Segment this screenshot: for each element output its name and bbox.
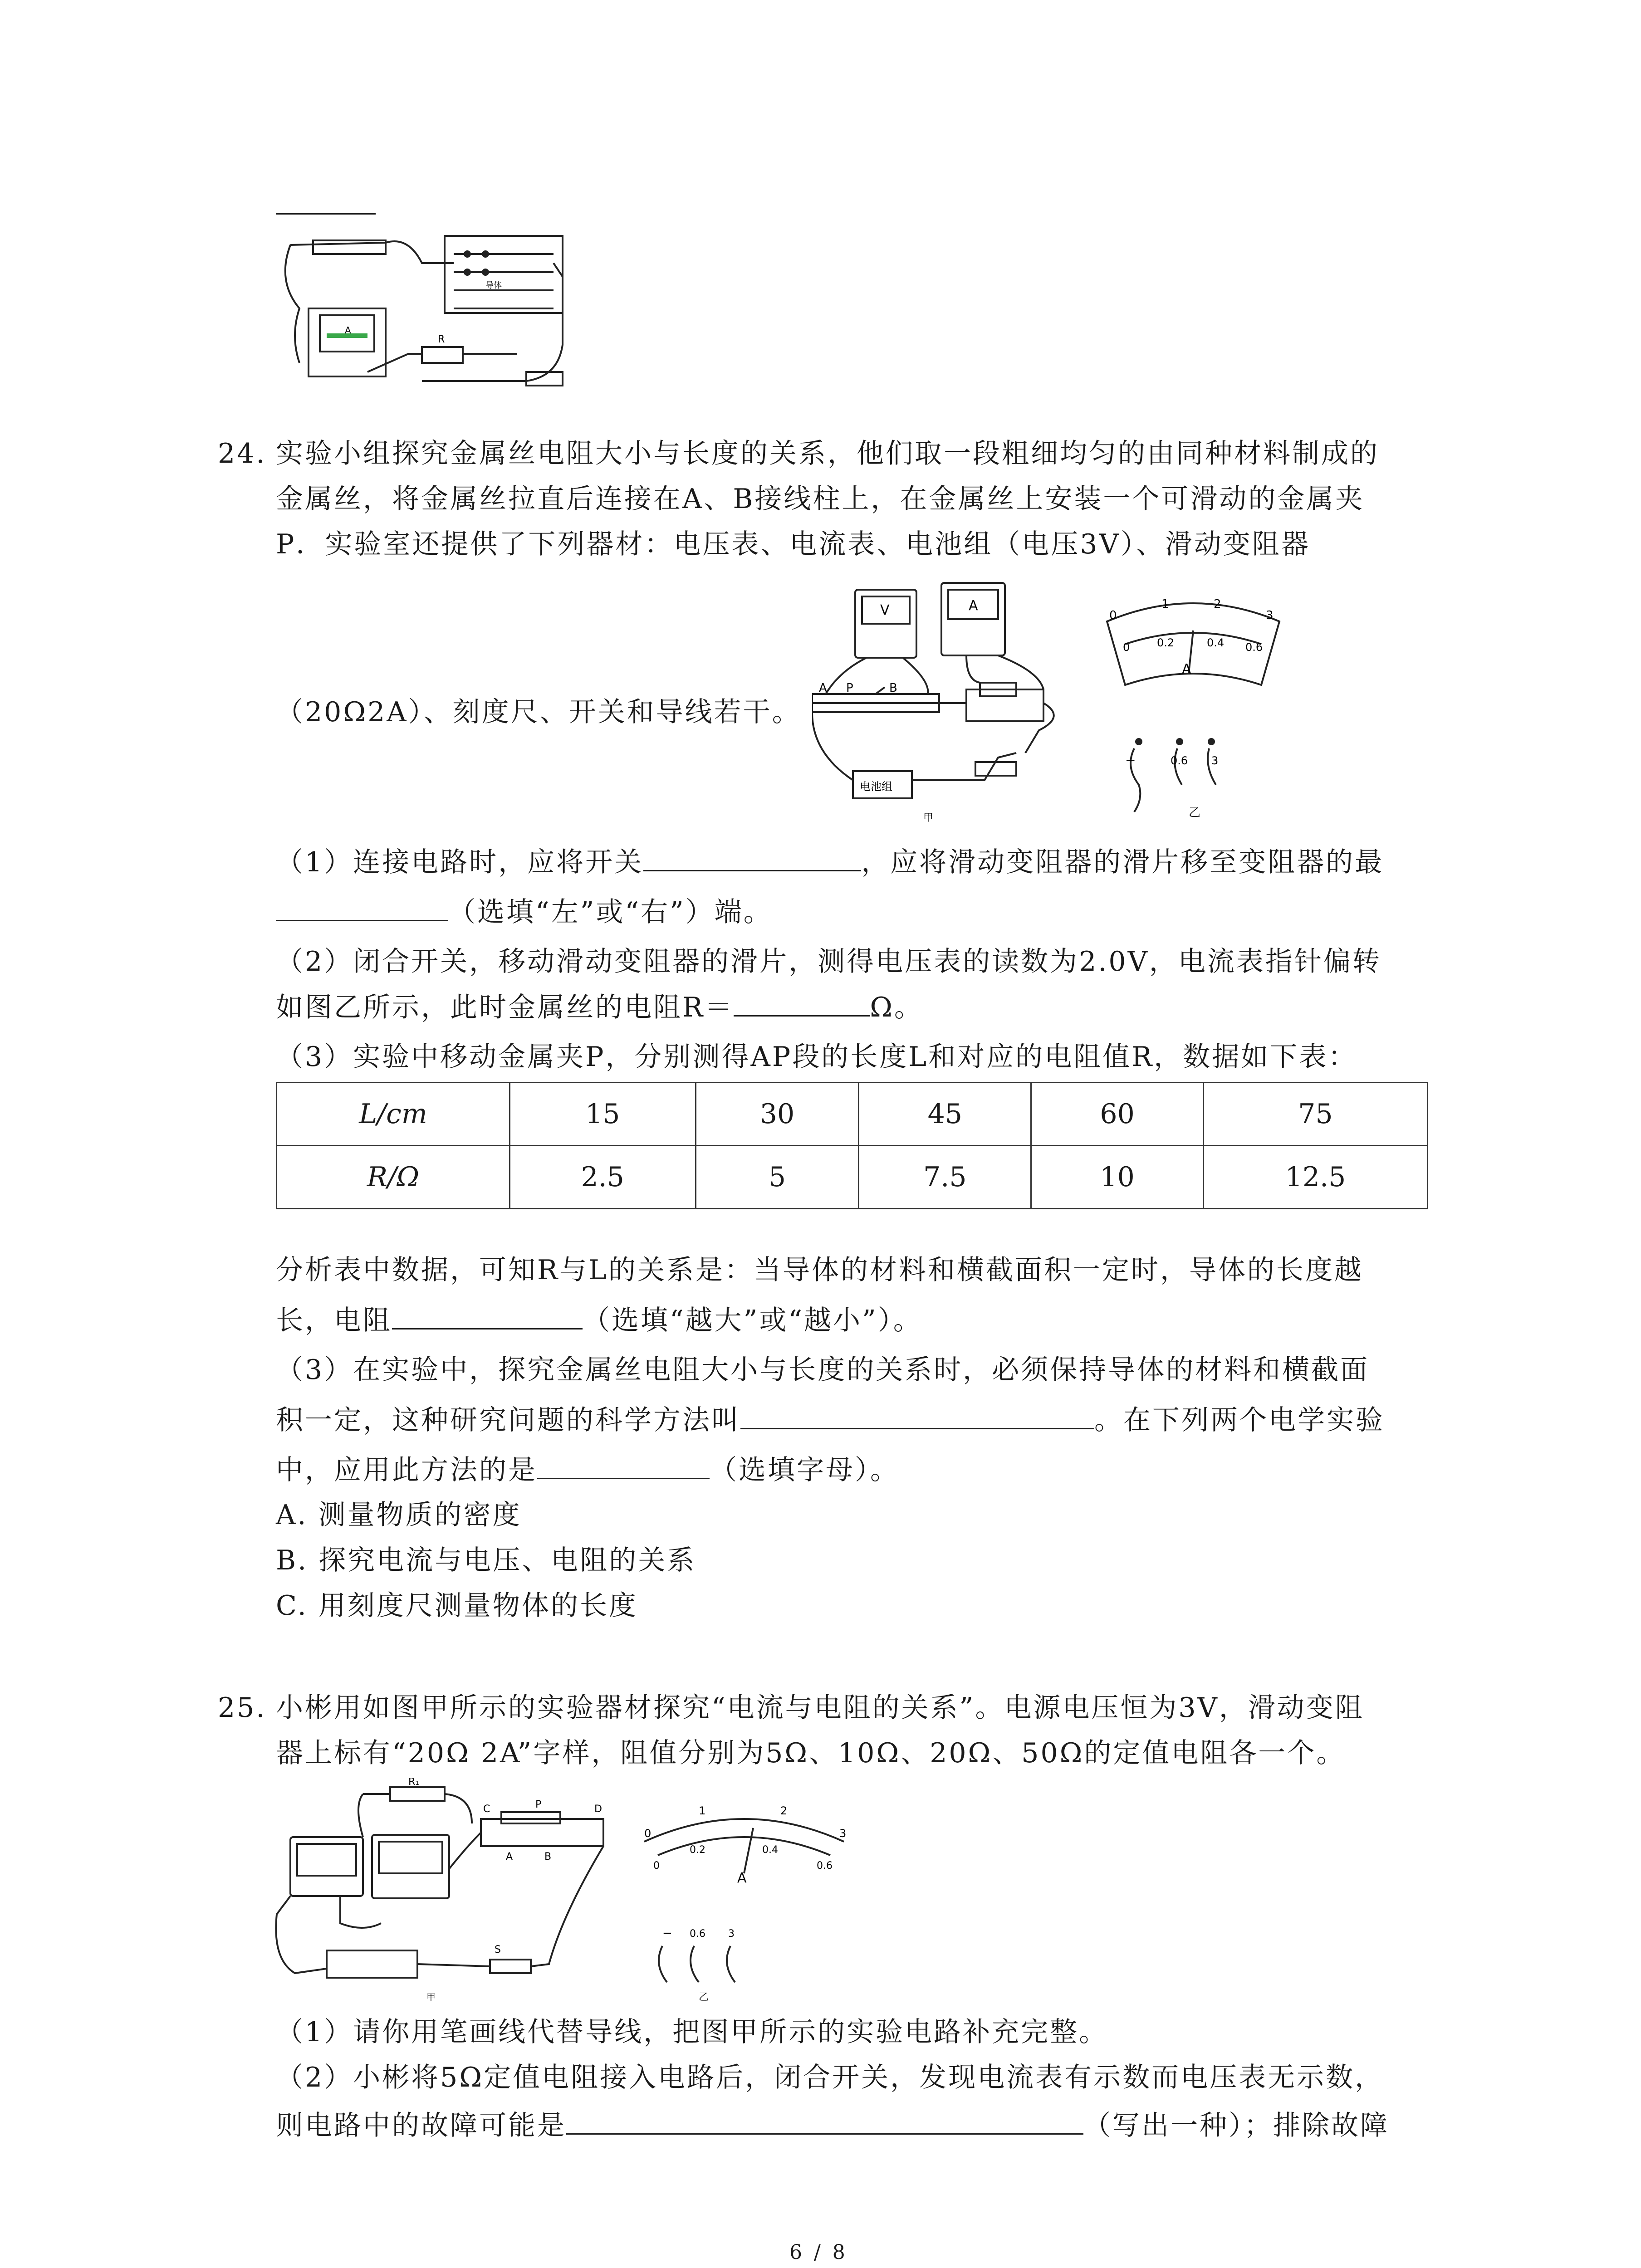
q24-part1-text-c: （选填“左”或“右”）端。 [448, 896, 773, 928]
q25-figure-jia [272, 1778, 617, 2005]
q24-analysis-text-c: （选填“越大”或“越小”）。 [583, 1305, 922, 1336]
q24-part1-text-a: （1）连接电路时，应将开关 [276, 846, 644, 878]
table-header-cell: L/cm [277, 1083, 510, 1146]
q24-part2-text-c: Ω。 [870, 992, 923, 1023]
table-header-cell: R/Ω [277, 1146, 510, 1209]
q24-yi-bottom-1: 0.2 [1157, 636, 1175, 649]
q25-yi-bottom-3: 0.6 [817, 1860, 833, 1872]
q24-part2-line2 [276, 989, 923, 1026]
q25-yi-top-2: 2 [780, 1804, 788, 1817]
q25-jia-label-a: A [506, 1851, 513, 1862]
q24-part1-blank-switch[interactable] [643, 844, 861, 871]
q24-part3b-text-b: 积一定，这种研究问题的科学方法叫 [276, 1404, 740, 1436]
q24-part3b-text-d: 中，应用此方法的是 [276, 1454, 537, 1486]
q25-jia-label-r1: R₁ [408, 1778, 420, 1788]
table-row [277, 1146, 1428, 1209]
q24-yi-top-0: 0 [1109, 609, 1117, 622]
q25-stem-line2: 器上标有“20Ω 2A”字样，阻值分别为5Ω、10Ω、20Ω、50Ω的定值电阻各一个。 [276, 1737, 1346, 1769]
q24-jia-meter-v: V [880, 602, 890, 618]
q23-circuit-figure [272, 218, 572, 399]
table-cell: 75 [1203, 1083, 1427, 1146]
q24-figure-yi [1098, 594, 1288, 821]
table-cell: 15 [509, 1083, 696, 1146]
q25-yi-bottom-0: 0 [653, 1860, 660, 1872]
q24-yi-top-3: 3 [1266, 609, 1274, 622]
q25-yi-terminal-3: 3 [728, 1928, 735, 1940]
q24-stem-line2: 金属丝，将金属丝拉直后连接在A、B接线柱上，在金属丝上安装一个可滑动的金属夹 [276, 483, 1365, 515]
q25-yi-top-3: 3 [839, 1827, 847, 1840]
q24-part3b-line1: （3）在实验中，探究金属丝电阻大小与长度的关系时，必须保持导体的材料和横截面 [276, 1354, 1370, 1386]
q25-yi-terminal-06: 0.6 [690, 1928, 705, 1940]
q25-part2-text-c: （写出一种）；排除故障 [1083, 2110, 1389, 2141]
q23-label-r: R [438, 334, 445, 345]
q25-jia-label-b: B [544, 1851, 552, 1862]
q24-part2-text-b: 如图乙所示，此时金属丝的电阻R＝ [276, 992, 734, 1023]
q25-jia-caption: 甲 [426, 1992, 436, 2003]
q24-jia-battery-label: 电池组 [860, 780, 892, 793]
q24-part3b-text-c: 。在下列两个电学实验 [1094, 1404, 1385, 1436]
table-cell: 7.5 [859, 1146, 1031, 1209]
q24-analysis-line2 [276, 1302, 922, 1339]
q24-yi-caption: 乙 [1189, 806, 1201, 820]
q24-yi-terminal-neg: − [1125, 753, 1136, 767]
q24-jia-meter-a: A [969, 598, 978, 614]
q25-yi-top-0: 0 [644, 1827, 652, 1840]
q24-part3b-text-e: （选填字母）。 [710, 1454, 899, 1486]
q24-yi-top-2: 2 [1214, 597, 1221, 611]
q24-jia-caption: 甲 [923, 812, 934, 824]
q24-part3-line1: （3）实验中移动金属夹P，分别测得AP段的长度L和对应的电阻值R，数据如下表： [276, 1041, 1357, 1073]
q23-label-conductor: 导体 [485, 281, 502, 290]
q25-yi-bottom-1: 0.2 [690, 1844, 705, 1856]
q24-analysis-blank[interactable] [392, 1302, 583, 1330]
q24-stem-tail: （20Ω2A）、刻度尺、开关和导线若干。 [276, 696, 801, 728]
q25-part2-blank-fault[interactable] [566, 2107, 1083, 2135]
q25-part1: （1）请你用笔画线代替导线，把图甲所示的实验电路补充完整。 [276, 2016, 1108, 2048]
q24-part3b-line3 [276, 1452, 899, 1488]
q24-yi-bottom-3: 0.6 [1245, 641, 1263, 654]
q24-part3b-blank-method[interactable] [740, 1402, 1094, 1429]
q25-yi-top-1: 1 [699, 1804, 706, 1817]
q24-jia-terminal-b: B [889, 681, 897, 695]
q25-part2-line1: （2）小彬将5Ω定值电阻接入电路后，闭合开关，发现电流表有示数而电压表无示数， [276, 2062, 1384, 2093]
q24-part1-blank-end[interactable] [276, 894, 448, 921]
q23-label-a: A [345, 325, 351, 336]
q24-analysis-text-b: 长，电阻 [276, 1305, 392, 1336]
answer-blank-prev [276, 213, 376, 215]
q24-number: 24. [218, 438, 267, 469]
q24-part1-line2 [276, 894, 773, 930]
q24-stem-line1: 实验小组探究金属丝电阻大小与长度的关系，他们取一段粗细均匀的由同种材料制成的 [276, 438, 1379, 469]
q25-jia-label-d: D [594, 1804, 602, 1815]
q24-part2-blank-resistance[interactable] [734, 989, 870, 1017]
q24-option-a: A. 测量物质的密度 [276, 1499, 522, 1531]
q25-jia-label-s: S [495, 1944, 501, 1955]
q24-figure-jia [812, 581, 1066, 826]
table-cell: 10 [1031, 1146, 1204, 1209]
q24-part1-text-b: ，应将滑动变阻器的滑片移至变阻器的最 [861, 846, 1384, 878]
table-cell: 12.5 [1203, 1146, 1427, 1209]
page-number: 6 / 8 [789, 2241, 848, 2264]
q25-number: 25. [218, 1692, 267, 1724]
q24-yi-terminal-06: 0.6 [1171, 754, 1188, 767]
table-cell: 30 [696, 1083, 859, 1146]
q24-part3b-line2 [276, 1402, 1385, 1438]
q25-jia-label-c: C [483, 1804, 490, 1815]
q24-yi-unit: A [1182, 661, 1191, 677]
q24-part1-line1 [276, 844, 1384, 880]
q24-data-table [276, 1082, 1428, 1209]
q24-option-c: C. 用刻度尺测量物体的长度 [276, 1590, 638, 1622]
q25-jia-label-p: P [535, 1799, 542, 1810]
q25-yi-bottom-2: 0.4 [762, 1844, 778, 1856]
q24-yi-bottom-0: 0 [1123, 641, 1130, 654]
table-cell: 5 [696, 1146, 859, 1209]
q24-jia-terminal-p: P [846, 681, 853, 695]
q24-yi-top-1: 1 [1161, 597, 1169, 611]
q25-stem-line1: 小彬用如图甲所示的实验器材探究“电流与电阻的关系”。电源电压恒为3V，滑动变阻 [276, 1692, 1364, 1724]
table-cell: 2.5 [509, 1146, 696, 1209]
table-cell: 45 [859, 1083, 1031, 1146]
q24-yi-bottom-2: 0.4 [1207, 636, 1225, 649]
table-cell: 60 [1031, 1083, 1204, 1146]
q24-option-b: B. 探究电流与电压、电阻的关系 [276, 1545, 696, 1576]
q25-figure-yi [626, 1796, 862, 2005]
q25-yi-terminal-neg: − [662, 1926, 672, 1940]
q24-part2-line1: （2）闭合开关，移动滑动变阻器的滑片，测得电压表的读数为2.0V，电流表指针偏转 [276, 946, 1381, 978]
q24-analysis-line1: 分析表中数据，可知R与L的关系是：当导体的材料和横截面积一定时，导体的长度越 [276, 1254, 1364, 1286]
q24-jia-terminal-a: A [819, 681, 827, 695]
q24-yi-terminal-3: 3 [1211, 754, 1219, 767]
q25-part2-line2 [276, 2107, 1389, 2144]
q24-part3b-blank-choice[interactable] [537, 1452, 710, 1479]
q25-yi-unit: A [737, 1870, 747, 1886]
q25-yi-caption: 乙 [699, 1992, 709, 2003]
q25-part2-text-b: 则电路中的故障可能是 [276, 2110, 566, 2141]
q24-stem-line3: P．实验室还提供了下列器材：电压表、电流表、电池组（电压3V）、滑动变阻器 [276, 528, 1310, 560]
table-row [277, 1083, 1428, 1146]
